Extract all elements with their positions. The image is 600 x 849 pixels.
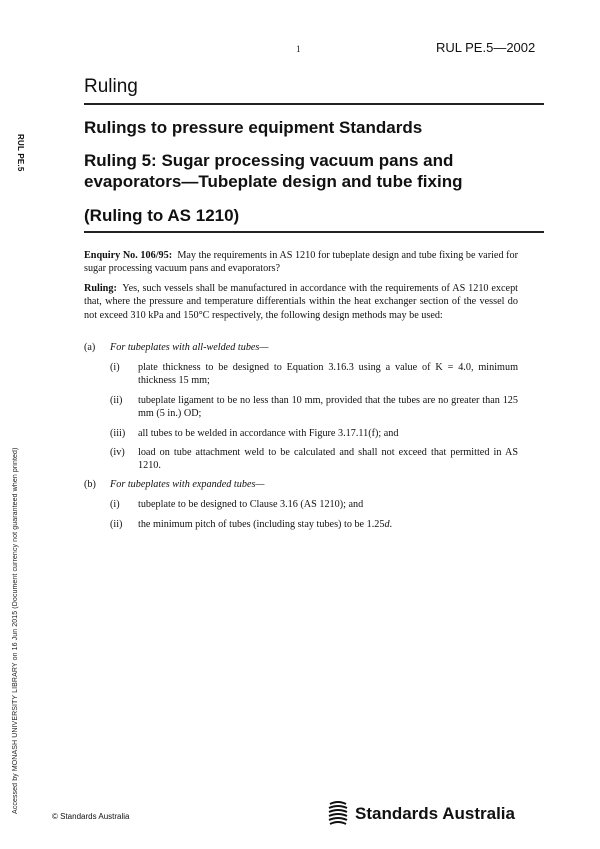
- standards-australia-logo: [327, 801, 515, 827]
- section-title: Ruling: [84, 76, 138, 97]
- access-watermark: Accessed by MONASH UNIVERSITY LIBRARY on 16 Jun 2015 (Document currency not guaranteed when printed): [12, 447, 19, 814]
- copyright-notice: © Standards Australia: [52, 812, 130, 821]
- sub-a-heading: For tubeplates with all-welded tubes—: [110, 342, 269, 353]
- document-id: RUL PE.5—2002: [436, 40, 536, 55]
- list-item-text: tubeplate to be designed to Clause 3.16 (AS 1210); and: [138, 499, 364, 510]
- ruling-text: Yes, such vessels shall be manufactured in accordance with the requirements of AS 1210 except that, where the pressure and temperature differentials within the heat exchanger section of the vessel do not exceed 310 kPa and 150°C respectively, the following design methods may be used:: [84, 283, 518, 321]
- title-divider: [84, 103, 544, 105]
- list-item-text: tubeplate ligament to be no less than 10 mm, provided that the tubes are no greater than 125 mm (5 in.) OD;: [138, 395, 518, 420]
- list-item-number: (ii): [110, 519, 123, 530]
- sub-b-label: (b): [84, 479, 96, 490]
- list-item-number: (iii): [110, 428, 126, 439]
- ruling-to-heading: (Ruling to AS 1210): [84, 206, 240, 225]
- list-item-number: (i): [110, 362, 120, 373]
- enquiry-paragraph: [84, 249, 518, 276]
- list-item-text: plate thickness to be designed to Equation 3.16.3 using a value of K = 4.0, minimum thickness 15 mm;: [138, 362, 518, 387]
- ruling-5-heading: Ruling 5: Sugar processing vacuum pans and evaporators—Tubeplate design and tube fixing: [84, 151, 463, 191]
- sub-b-heading: For tubeplates with expanded tubes—: [110, 479, 265, 490]
- list-item-text-end: .: [389, 519, 393, 530]
- ruling-label: Ruling:: [84, 283, 117, 294]
- ruling-paragraph: [84, 282, 518, 322]
- list-item-text: load on tube attachment weld to be calculated and shall not exceed that permitted in AS 1210.: [138, 447, 518, 472]
- logo-text: Standards Australia: [355, 804, 515, 823]
- list-item-number: (ii): [110, 395, 123, 406]
- variable-d: d: [384, 519, 390, 530]
- list-item-text-main: the minimum pitch of tubes (including stay tubes) to be 1.25: [138, 519, 385, 530]
- enquiry-text: May the requirements in AS 1210 for tubeplate design and tube fixing be varied for sugar processing vacuum pans and evaporators?: [84, 250, 519, 275]
- list-item-number: (i): [110, 499, 120, 510]
- rulings-heading: Rulings to pressure equipment Standards: [84, 118, 423, 137]
- list-item-number: (iv): [110, 447, 125, 458]
- sub-a-label: (a): [84, 342, 96, 353]
- enquiry-label: Enquiry No. 106/95:: [84, 250, 173, 261]
- page-number: 1: [296, 44, 301, 54]
- heading-divider: [84, 231, 544, 233]
- list-item-text: all tubes to be welded in accordance with Figure 3.17.11(f); and: [138, 428, 399, 439]
- side-doc-label: RUL PE.5: [16, 134, 25, 172]
- list-item-text: [138, 518, 518, 531]
- standards-australia-emblem-icon: [327, 801, 349, 827]
